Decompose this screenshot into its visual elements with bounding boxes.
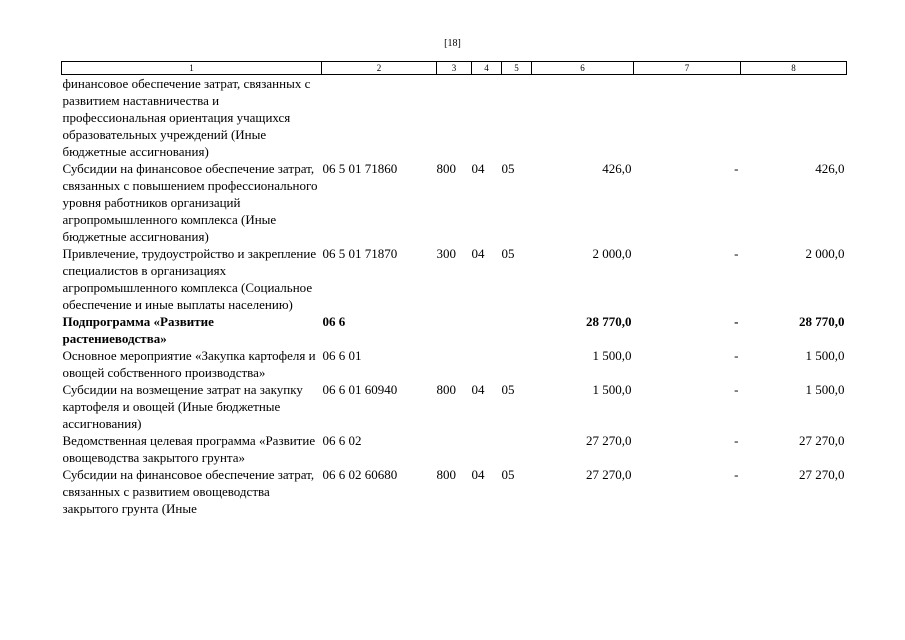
row-vr-cell: 800 <box>436 382 456 397</box>
table-row <box>62 160 847 245</box>
row-rz-cell: 04 <box>471 161 485 176</box>
row-code-cell: 06 6 02 60680 <box>322 467 398 482</box>
row-vr-cell: 800 <box>436 467 456 482</box>
page-number: [18] <box>444 38 461 49</box>
row-name-cell: Подпрограмма «Развитие растениеводства» <box>62 314 214 346</box>
row-col6-cell: 2 000,0 <box>592 246 632 261</box>
row-col6-cell: 426,0 <box>602 161 632 176</box>
row-pr-cell: 05 <box>501 246 515 261</box>
column-header: 4 <box>472 62 502 75</box>
row-code-cell: 06 6 01 60940 <box>322 382 398 397</box>
table-row <box>62 381 847 432</box>
table-row <box>62 245 847 313</box>
row-code-cell: 06 6 01 <box>322 348 362 363</box>
row-rz-cell: 04 <box>471 467 485 482</box>
row-rz-cell <box>472 75 502 161</box>
row-col8-cell: 28 770,0 <box>799 314 845 329</box>
row-col8-cell: 2 000,0 <box>805 246 845 261</box>
column-header: 6 <box>532 62 634 75</box>
budget-table <box>61 61 847 517</box>
row-code-cell <box>322 75 437 161</box>
column-header: 2 <box>322 62 437 75</box>
row-name-cell: Ведомственная целевая программа «Развитие овощеводства закрытого грунта» <box>62 433 316 465</box>
table-row <box>62 466 847 517</box>
row-col8-cell <box>741 75 847 161</box>
row-pr-cell: 05 <box>501 161 515 176</box>
row-pr-cell <box>502 432 532 466</box>
row-col6-cell: 27 270,0 <box>586 433 632 448</box>
row-col6-cell: 27 270,0 <box>586 467 632 482</box>
row-name-cell: Субсидии на финансовое обеспечение затрат, связанных с повышением профессионального уровня работников организаций агропромышленного комплекса (Иные бюджетные ассигнования) <box>62 161 318 244</box>
row-rz-cell: 04 <box>471 246 485 261</box>
row-vr-cell: 300 <box>436 246 456 261</box>
row-col7-cell: - <box>734 382 739 397</box>
column-header: 5 <box>502 62 532 75</box>
row-code-cell: 06 6 02 <box>322 433 362 448</box>
row-pr-cell: 05 <box>501 382 515 397</box>
row-name-cell: Привлечение, трудоустройство и закрепление специалистов в организациях агропромышленного комплекса (Социальное обеспечение и иные выплаты населению) <box>62 246 317 312</box>
table-header-row <box>62 62 847 75</box>
row-col6-cell: 28 770,0 <box>586 314 632 329</box>
row-col7-cell: - <box>734 246 739 261</box>
row-pr-cell <box>502 347 532 381</box>
row-col8-cell: 27 270,0 <box>799 467 845 482</box>
row-col8-cell: 426,0 <box>815 161 845 176</box>
row-rz-cell: 04 <box>471 382 485 397</box>
row-name-cell: финансовое обеспечение затрат, связанных с развитием наставничества и профессиональная ориентация учащихся образовательных учреждений (Иные бюджетные ассигнования) <box>62 76 311 159</box>
row-rz-cell <box>472 313 502 347</box>
table-row <box>62 432 847 466</box>
row-pr-cell: 05 <box>501 467 515 482</box>
row-col8-cell: 1 500,0 <box>805 382 845 397</box>
row-code-cell: 06 5 01 71860 <box>322 161 398 176</box>
table-row <box>62 347 847 381</box>
row-col6-cell: 1 500,0 <box>592 348 632 363</box>
row-col7-cell <box>634 75 741 161</box>
column-header: 7 <box>634 62 741 75</box>
row-pr-cell <box>502 313 532 347</box>
row-rz-cell <box>472 347 502 381</box>
row-col7-cell: - <box>734 161 739 176</box>
row-col7-cell: - <box>734 348 739 363</box>
row-rz-cell <box>472 432 502 466</box>
row-vr-cell <box>437 432 472 466</box>
row-vr-cell <box>437 347 472 381</box>
row-col8-cell: 27 270,0 <box>799 433 845 448</box>
column-header: 8 <box>741 62 847 75</box>
table-row <box>62 313 847 347</box>
row-col7-cell: - <box>734 433 739 448</box>
row-name-cell: Основное мероприятие «Закупка картофеля и овощей собственного производства» <box>62 348 316 380</box>
row-col8-cell: 1 500,0 <box>805 348 845 363</box>
row-code-cell: 06 6 <box>322 314 346 329</box>
row-name-cell: Субсидии на возмещение затрат на закупку картофеля и овощей (Иные бюджетные ассигнования) <box>62 382 303 431</box>
row-col6-cell <box>532 75 634 161</box>
column-header: 1 <box>62 62 322 75</box>
row-col7-cell: - <box>734 314 739 329</box>
column-header: 3 <box>437 62 472 75</box>
row-code-cell: 06 5 01 71870 <box>322 246 398 261</box>
row-name-cell: Субсидии на финансовое обеспечение затрат, связанных с развитием овощеводства закрытого грунта (Иные <box>62 467 315 516</box>
table-row <box>62 75 847 161</box>
row-col6-cell: 1 500,0 <box>592 382 632 397</box>
row-vr-cell <box>437 75 472 161</box>
row-vr-cell: 800 <box>436 161 456 176</box>
row-col7-cell: - <box>734 467 739 482</box>
row-pr-cell <box>502 75 532 161</box>
row-vr-cell <box>437 313 472 347</box>
